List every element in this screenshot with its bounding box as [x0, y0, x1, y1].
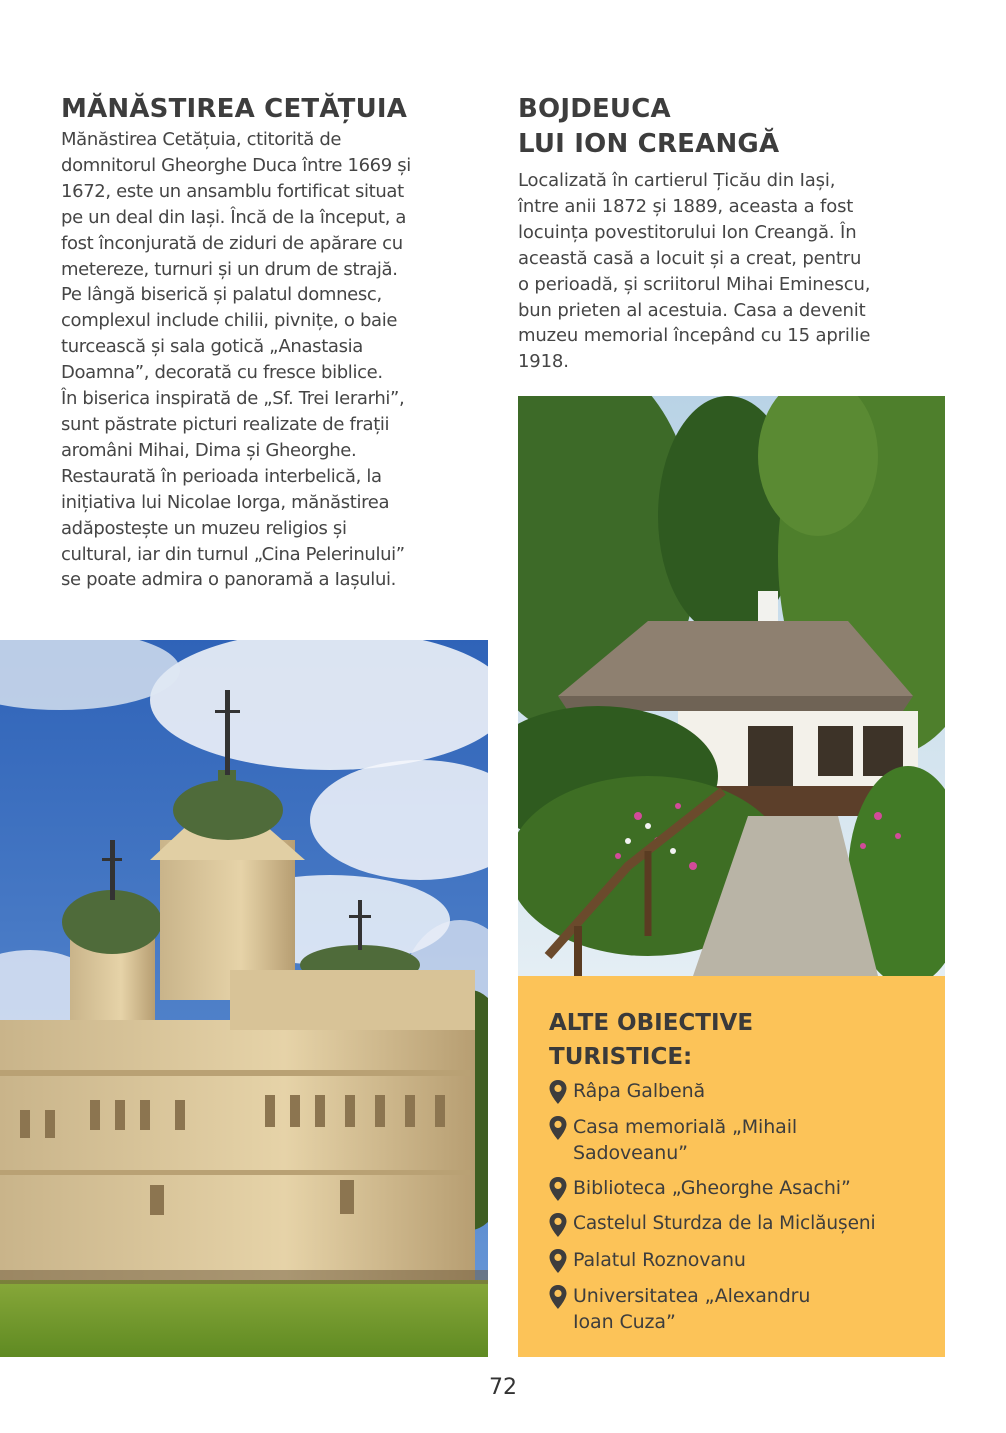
attraction-name: Palatul Roznovanu: [573, 1249, 746, 1271]
text-line: domnitorul Gheorghe Duca între 1669 și: [61, 154, 411, 176]
photo-cetatuia-church: [0, 640, 488, 1357]
attraction-name: Casa memorială „Mihail Sadoveanu”: [573, 1116, 798, 1164]
text-line: turcească și sala gotică „Anastasia: [61, 336, 363, 358]
list-item: [548, 1175, 938, 1202]
attraction-name: Universitatea „Alexandru Ioan Cuza”: [573, 1285, 811, 1333]
text-line: În biserica inspirată de „Sf. Trei Ierarhi”,: [61, 388, 405, 410]
attraction-name: Râpa Galbenă: [573, 1080, 706, 1102]
location-pin-icon: [548, 1284, 568, 1310]
text-line: locuința povestitorului Ion Creangă. În: [518, 221, 857, 243]
text-line: metereze, turnuri și un drum de strajă.: [61, 258, 398, 280]
text-line: 1918.: [518, 351, 569, 373]
text-line: Doamna”, decorată cu fresce biblice.: [61, 362, 383, 384]
text-line: pe un deal din Iași. Încă de la început, a: [61, 206, 407, 228]
heading-bojdeuca: [518, 92, 946, 162]
text-line: Restaurată în perioada interbelică, la: [61, 465, 382, 487]
text-line: cultural, iar din turnul „Cina Pelerinului”: [61, 543, 405, 565]
text-line: muzeu memorial începând cu 15 aprilie: [518, 325, 871, 347]
heading-cetatuia: MĂNĂSTIREA CETĂȚUIA: [61, 94, 408, 124]
attraction-name: Biblioteca „Gheorghe Asachi”: [573, 1177, 851, 1199]
body-bojdeuca: [518, 168, 946, 375]
photo-bojdeuca-house: [518, 396, 945, 976]
attractions-list: [548, 1078, 938, 1344]
text-line: se poate admira o panoramă a Iașului.: [61, 569, 397, 591]
page-number: 72: [489, 1375, 517, 1400]
body-cetatuia: [61, 127, 491, 593]
text-line: fost înconjurată de ziduri de apărare cu: [61, 232, 403, 254]
text-line: complexul include chilii, pivnițe, o baie: [61, 310, 398, 332]
location-pin-icon: [548, 1212, 568, 1238]
heading-line: ALTE OBIECTIVE: [549, 1010, 754, 1036]
text-line: o perioadă, și scriitorul Mihai Eminescu,: [518, 273, 871, 295]
location-pin-icon: [548, 1115, 568, 1141]
section-bojdeuca: [518, 92, 946, 375]
text-line: adăpostește un muzeu religios și: [61, 517, 347, 539]
list-item: [548, 1283, 938, 1335]
list-item: [548, 1114, 938, 1166]
text-line: 1672, este un ansamblu fortificat situat: [61, 180, 404, 202]
text-line: inițiativa lui Nicolae Iorga, mănăstirea: [61, 491, 390, 513]
heading-line: TURISTICE:: [549, 1044, 693, 1070]
list-item: [548, 1247, 938, 1274]
location-pin-icon: [548, 1176, 568, 1202]
other-attractions-box: [518, 976, 945, 1357]
list-item: [548, 1211, 938, 1238]
text-line: bun prieten al acestuia. Casa a devenit: [518, 299, 866, 321]
heading-line: BOJDEUCA: [518, 94, 671, 124]
location-pin-icon: [548, 1079, 568, 1105]
text-line: Mănăstirea Cetățuia, ctitorită de: [61, 129, 342, 150]
text-line: Localizată în cartierul Țicău din Iași,: [518, 170, 836, 191]
location-pin-icon: [548, 1248, 568, 1274]
text-line: între anii 1872 și 1889, aceasta a fost: [518, 195, 854, 217]
text-line: Pe lângă biserică și palatul domnesc,: [61, 284, 382, 306]
list-item: [548, 1078, 938, 1105]
text-line: aromâni Mihai, Dima și Gheorghe.: [61, 439, 357, 461]
other-attractions-heading: [549, 1006, 849, 1074]
attraction-name: Castelul Sturdza de la Miclăușeni: [573, 1213, 876, 1234]
heading-line: LUI ION CREANGĂ: [518, 129, 780, 159]
text-line: această casă a locuit și a creat, pentru: [518, 247, 862, 269]
section-cetatuia: [61, 92, 491, 593]
text-line: sunt păstrate picturi realizate de frații: [61, 413, 390, 435]
